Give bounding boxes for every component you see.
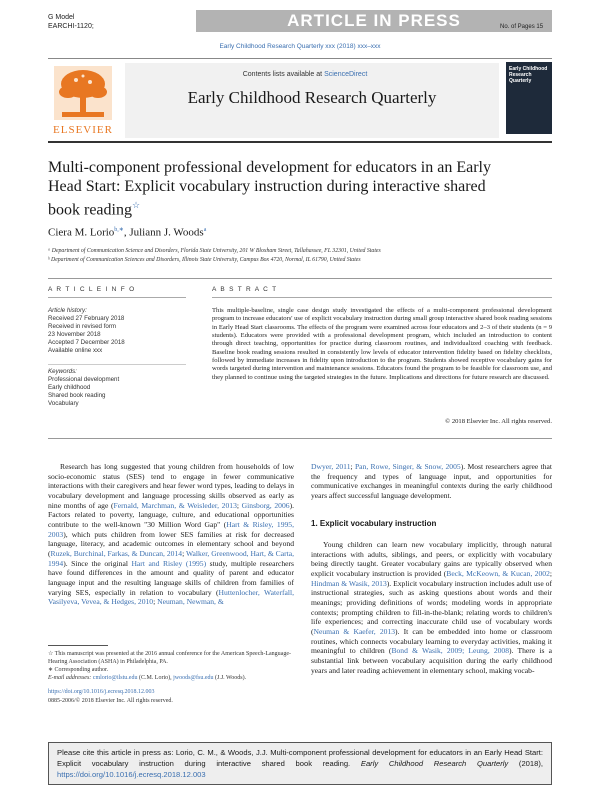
citation-box <box>48 742 552 785</box>
email-name-lorio: (C.M. Lorio), <box>137 675 174 681</box>
body-text-run: ). Most researchers agree that the frequency and types of language input, and opportunities for communicative exchanges in meaningful contexts during the early childhood years affect successful language development. <box>311 462 552 500</box>
sciencedirect-link[interactable]: ScienceDirect <box>324 71 368 78</box>
history-line: Available online xxx <box>48 347 103 354</box>
body-text-run: ; <box>182 548 186 558</box>
author-1: Ciera M. Lorio <box>48 226 115 239</box>
cover-title: Early Childhood Research Quarterly <box>509 66 548 84</box>
keyword: Shared book reading <box>48 392 106 399</box>
issn-line: 0885-2006/© 2018 Elsevier Inc. All rights reserved. <box>48 698 173 704</box>
history-line: 23 November 2018 <box>48 331 101 338</box>
abstract-text: This multiple-baseline, single case design study investigated the effects of a multi-component professional development program to increase educators' use of explicit vocabulary instruction during small group interactive shared book reading sessions in Early Head Start classrooms. The effects of the program were examined across four educators and 2–3 of their students (n = 9 students). Educators were provided with a professional development program, which included an introduction to content through direct teaching, opportunities for practice during classroom routines, and individualized coaching with feedback. Baseline book reading sessions resulted in consistently low levels of educator intervention fidelity based on fidelity checklists, followed by immediate increases in fidelity upon introduction to the program. Students showed receptive vocabulary gains for words targeted during intervention and maintenance sessions. Educators found the program to be feasible for classroom use, and they planned to continue using the targeted strategies in the future. Implications and directions for future research are discussed. <box>212 307 552 381</box>
citation-reference-link[interactable]: Neuman, Newman, & <box>157 597 224 607</box>
citation-year: (2018), <box>508 759 543 768</box>
body-right-text <box>311 540 552 675</box>
citation-reference-link[interactable]: Ruzek, Burchinal, Farkas, & Duncan, 2014 <box>50 548 183 558</box>
citation-reference-link[interactable]: Bond & Wasik, 2009; Leung, 2008 <box>391 646 510 656</box>
info-divider <box>48 364 186 365</box>
affiliation-b: ᵇ Department of Communication Sciences and Disorders, Illinois State University, Campus Box 4720, Normal, IL 61790, United States <box>48 257 361 263</box>
press-article-id: EARCHI-1120; <box>48 23 94 30</box>
abstract-divider <box>48 438 552 439</box>
body-text-run: Research has long suggested that young children from households of low socio-economic status (SES) tend to engage in fewer communicative interactions with their caregivers and hear fewer word types, leading to delays in vocabulary development and language processing skills observed as early as nine months of age ( <box>48 462 294 510</box>
author-list <box>48 226 206 239</box>
body-text-run: ; <box>549 568 552 578</box>
body-right-column-top <box>311 462 552 501</box>
press-pages: No. of Pages 15 <box>500 24 544 30</box>
email-link-lorio[interactable]: cmlorio@ilstu.edu <box>92 675 138 681</box>
body-text-run: ). There is a substantial link between vocabulary acquisition during the early childhood years and later reading achievement in elementary school, making vocab- <box>311 646 552 675</box>
affiliation-divider <box>48 278 552 279</box>
citation-journal: Early Childhood Research Quarterly <box>360 759 509 768</box>
citation-reference-link[interactable]: Neuman & Kaefer, 2013 <box>313 626 396 636</box>
citation-reference-link[interactable]: Hart & Risley, 1995, 2003 <box>48 519 294 539</box>
body-text-run: ). Since the original <box>63 558 132 568</box>
citation-reference-link[interactable]: Huttenlocher, Waterfall, Vasilyeva, Vevea, & Hedges, 2010 <box>48 587 294 607</box>
history-line: Received in revised form <box>48 323 117 330</box>
abstract-rule <box>212 297 552 298</box>
citation-reference-link[interactable]: Fernald, Marchman, & Weisleder, 2013 <box>113 500 237 510</box>
article-info-rule <box>48 297 186 298</box>
citation-text: Please cite this article in press as: Lorio, C. M., & Woods, J.J. Multi-component professional development for educators in an Early Head Start: Explicit vocabulary instruction during interactive shared book reading. <box>57 748 543 768</box>
article-info-heading: A R T I C L E I N F O <box>48 286 136 293</box>
author-2: Juliann J. Woods <box>129 226 204 239</box>
top-divider <box>48 58 552 59</box>
article-history-label: Article history: <box>48 307 87 314</box>
body-text-run: ). It can be embedded into home or classroom routines, which connects vocabulary learning to everyday activities, making it meaningful to children ( <box>311 626 552 656</box>
body-text-run: ). Explicit vocabulary instruction includes adult use of instructional strategies, such as asking questions about words and their meanings; providing definitions of words; modeling words in appropriate contexts; prompting children to fill-in-the-blank; relating words to children's life experiences; and correcting inaccurate child use of vocabulary words ( <box>311 578 552 636</box>
citation-reference-link[interactable]: Ginsborg, 2006 <box>241 500 290 510</box>
body-left-text <box>48 462 294 606</box>
email-name-woods: (J.J. Woods). <box>213 675 247 681</box>
title-footnote-mark[interactable]: ☆ <box>131 200 141 210</box>
keyword: Professional development <box>48 376 120 383</box>
article-title <box>48 158 518 219</box>
email-label: E-mail addresses: <box>48 675 93 681</box>
body-text-run: ). Factors related to poverty, language, culture, and educational opportunities contribute to the well-known "30 Million Word Gap" ( <box>48 500 294 529</box>
keywords <box>48 368 119 408</box>
citation-doi-link[interactable]: https://doi.org/10.1016/j.ecresq.2018.12.003 <box>57 770 206 779</box>
press-model <box>48 13 94 31</box>
affiliation-a: ᵃ Department of Communication Science and Disorders, Florida State University, 201 W Bloxham Street, Tallahassee, FL 32301, United States <box>48 248 381 254</box>
article-title-text: Multi-component professional development for educators in an Early Head Start: Explicit vocabulary instruction during interactive shared book reading <box>48 159 491 219</box>
citation-reference-link[interactable]: Pan, Rowe, Singer, & Snow, 2005 <box>354 462 461 471</box>
section-1-title: 1. Explicit vocabulary instruction <box>311 519 437 528</box>
email-link-woods[interactable]: jwoods@fsu.edu <box>173 675 214 681</box>
body-text-run: Young children can learn new vocabulary implicitly, through natural interactions with adults, siblings, and peers, or explicitly with vocabulary being directly taught. Greater vocabulary gains are typically observed when explicit vocabulary instruction is provided ( <box>311 540 552 578</box>
article-history <box>48 307 125 355</box>
citation-reference-link[interactable]: Hart and Risley (1995) <box>131 558 207 568</box>
footnote-emails <box>48 675 294 683</box>
body-left-column <box>48 462 294 607</box>
body-right-column <box>311 540 552 675</box>
journal-reference[interactable]: Early Childhood Research Quarterly xxx (2018) xxx–xxx <box>219 43 381 50</box>
doi-link[interactable]: https://doi.org/10.1016/j.ecresq.2018.12.003 <box>48 689 155 695</box>
keywords-label: Keywords: <box>48 368 77 375</box>
keyword: Vocabulary <box>48 400 79 407</box>
body-text-run: ; <box>153 597 158 607</box>
author-separator: , <box>123 226 127 239</box>
citation-reference-link[interactable]: Dwyer, 2011 <box>311 462 351 471</box>
abstract-copyright: © 2018 Elsevier Inc. All rights reserved. <box>445 418 552 425</box>
body-text-run: ), which puts children from lower SES families at risk for decreased language, literacy, and academic outcomes in elementary school and beyond ( <box>48 529 294 558</box>
footnote-rule <box>48 645 108 646</box>
citation-reference-link[interactable]: Hindman & Wasik, 2013 <box>311 578 387 588</box>
history-line: Accepted 7 December 2018 <box>48 339 125 346</box>
citation-reference-link[interactable]: Walker, Greenwood, Hart, & Carta, 1994 <box>48 548 294 568</box>
history-line: Received 27 February 2018 <box>48 315 125 322</box>
abstract-heading: A B S T R A C T <box>212 286 278 293</box>
body-text-run: ; <box>350 462 355 471</box>
footnote-presentation: ☆ This manuscript was presented at the 2016 annual conference for the American Speech-Language-Hearing Association (ASHA) in Philadelphia, PA. <box>48 651 292 665</box>
author-1-affiliation[interactable]: b,∗ <box>114 227 124 233</box>
body-text-run: ; <box>236 500 242 510</box>
press-model-label: G Model <box>48 14 75 21</box>
elsevier-wordmark: ELSEVIER <box>53 124 113 136</box>
body-right-top-text <box>311 462 552 500</box>
article-in-press-banner: ARTICLE IN PRESS <box>287 11 461 30</box>
citation-reference-link[interactable]: Beck, McKeown, & Kucan, 2002 <box>446 568 550 578</box>
journal-name: Early Childhood Research Quarterly <box>187 88 437 107</box>
header-divider <box>48 141 552 143</box>
footnote-corresponding: ∗ Corresponding author. <box>48 667 109 673</box>
keyword: Early childhood <box>48 384 91 391</box>
elsevier-tree-logo-icon <box>48 62 118 132</box>
author-2-affiliation[interactable]: a <box>203 227 207 233</box>
contents-available <box>130 71 480 78</box>
contents-prefix: Contents lists available at <box>242 71 323 78</box>
body-text-run: study, multiple researchers have found differences in the amount and quality of parent and educator language input and the resulting language skills of children from families of varying SES, especially in relation to vocabulary ( <box>48 558 294 597</box>
